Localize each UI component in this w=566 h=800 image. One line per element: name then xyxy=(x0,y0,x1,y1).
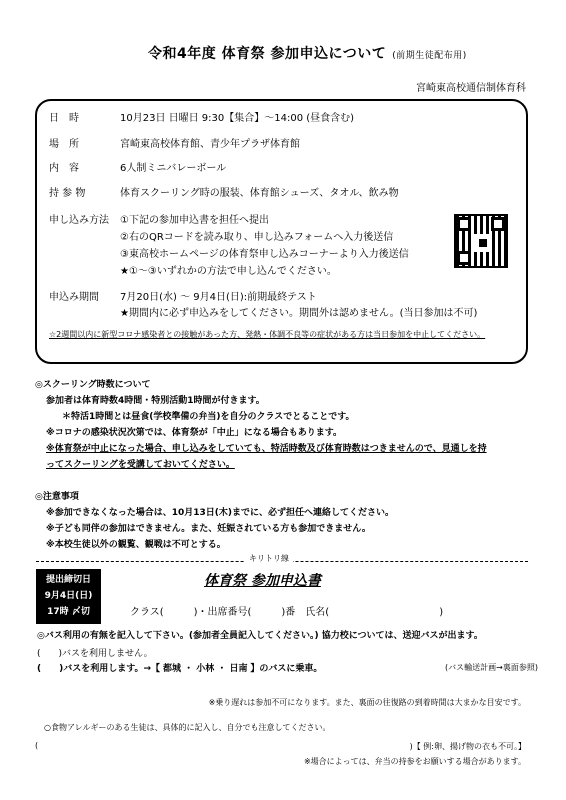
form-fields[interactable]: クラス( )・出席番号( )番 氏名( ) xyxy=(130,607,444,618)
apply-line-2: ②右のQRコードを読み取り、申し込みフォームへ入力後送信 xyxy=(120,232,394,243)
info-value-place: 宮崎東高校体育館、青少年プラザ体育館 xyxy=(120,139,300,150)
notes-line-2: ※子ども同伴の参加はできません。また、妊娠されている方も参加できません。 xyxy=(46,524,371,534)
deadline-title: 提出締切日 xyxy=(45,575,91,585)
lunch-note: ※場合によっては、弁当の持参をお願いする場合があります。 xyxy=(303,757,526,766)
deadline-time: 17時 〆切 xyxy=(47,607,90,617)
info-label-content: 内 容 xyxy=(49,163,79,174)
page-title: 令和4年度 体育祭 参加申込について (前期生徒配布用) xyxy=(148,46,467,62)
notes-line-3: ※本校生徒以外の観覧、観戦は不可とする。 xyxy=(46,540,226,550)
info-value-items: 体育スクーリング時の服装、体育館シューズ、タオル、飲み物 xyxy=(120,188,399,199)
allergy-note: ○食物アレルギーのある生徒は、具体的に記入し、自分でも注意してください。 xyxy=(44,723,331,732)
schooling-line-2: ＊特活1時間とは昼食(学校準備の弁当)を自分のクラスでとることです。 xyxy=(62,412,355,422)
info-label-items: 持 参 物 xyxy=(49,188,86,199)
bus-no-option[interactable]: ( )バスを利用しません。 xyxy=(37,649,153,659)
department: 宮崎東高校通信制体育科 xyxy=(416,83,526,94)
bus-instruction: ◎バス利用の有無を記入して下さい。(参加者全員記入してください。) 協力校については、送迎バスが出ます。 xyxy=(37,631,483,641)
period-line-2: ★期間内に必ず申込みをしてください。期間外は認めません。(当日参加は不可) xyxy=(120,308,478,319)
schooling-line-1: 参加者は体育時数4時間・特別活動1時間が付きます。 xyxy=(46,396,265,406)
bus-yes-option[interactable]: ( )バスを利用します。→【 都城 ・ 小林 ・ 日南 】のバスに乗車。 xyxy=(37,664,323,674)
info-value-content: 6人制ミニバレーボール xyxy=(120,163,227,174)
allergy-field-open[interactable]: ( xyxy=(35,741,39,750)
apply-method-label: 申し込み方法 xyxy=(49,215,109,226)
deadline-date: 9月4日(日) xyxy=(44,591,93,601)
period-line-1: 7月20日(水) 〜 9月4日(日):前期最終テスト xyxy=(120,292,317,303)
schooling-line-4: ※体育祭が中止になった場合、申し込みをしていても、特活時数及び体育時数はつきませんので、見通しを持 xyxy=(46,444,487,454)
notes-heading: ◎注意事項 xyxy=(35,492,79,502)
info-label-datetime: 日 時 xyxy=(49,113,79,124)
form-title: 体育祭 参加申込書 xyxy=(204,573,321,589)
cut-label: キリトリ線 xyxy=(245,553,293,564)
info-value-datetime: 10月23日 日曜日 9:30【集合】〜14:00 (昼食含む) xyxy=(120,113,355,124)
info-label-place: 場 所 xyxy=(49,139,79,150)
bus-routes: 都城 ・ 小林 ・ 日南 xyxy=(162,664,248,674)
deadline-badge xyxy=(36,569,101,624)
apply-line-3: ③東高校ホームページの体育祭申し込みコーナーより入力後送信 xyxy=(120,249,409,260)
late-note: ※乗り遅れは参加不可になります。また、裏面の往復路の到着時間は大まかな目安です。 xyxy=(208,698,526,707)
apply-line-1: ①下記の参加申込書を担任へ提出 xyxy=(120,215,269,226)
allergy-example: )【 例:卵、揚げ物の衣も不可。】 xyxy=(409,742,526,751)
qr-code-icon[interactable] xyxy=(454,214,508,268)
bus-note: (バス輸送計画→裏面参照) xyxy=(445,663,538,672)
notes-line-1: ※参加できなくなった場合は、10月13日(木)までに、必ず担任へ連絡してください。 xyxy=(46,508,395,518)
event-info-box xyxy=(35,99,528,364)
schooling-line-5: ってスクーリングを受講しておいてください。 xyxy=(46,460,235,470)
schooling-line-3: ※コロナの感染状況次第では、体育祭が「中止」になる場合もあります。 xyxy=(46,428,343,438)
covid-note: ☆2週間以内に新型コロナ感染者との接触があった方、発熱・体調不良等の症状がある方は当日参加を中止してください。 xyxy=(49,330,486,339)
period-label: 申込み期間 xyxy=(49,292,99,303)
apply-line-4: ★①〜③いずれかの方法で申し込んでください。 xyxy=(120,266,337,277)
schooling-heading: ◎スクーリング時数について xyxy=(35,380,151,390)
title-note: (前期生徒配布用) xyxy=(392,51,467,61)
